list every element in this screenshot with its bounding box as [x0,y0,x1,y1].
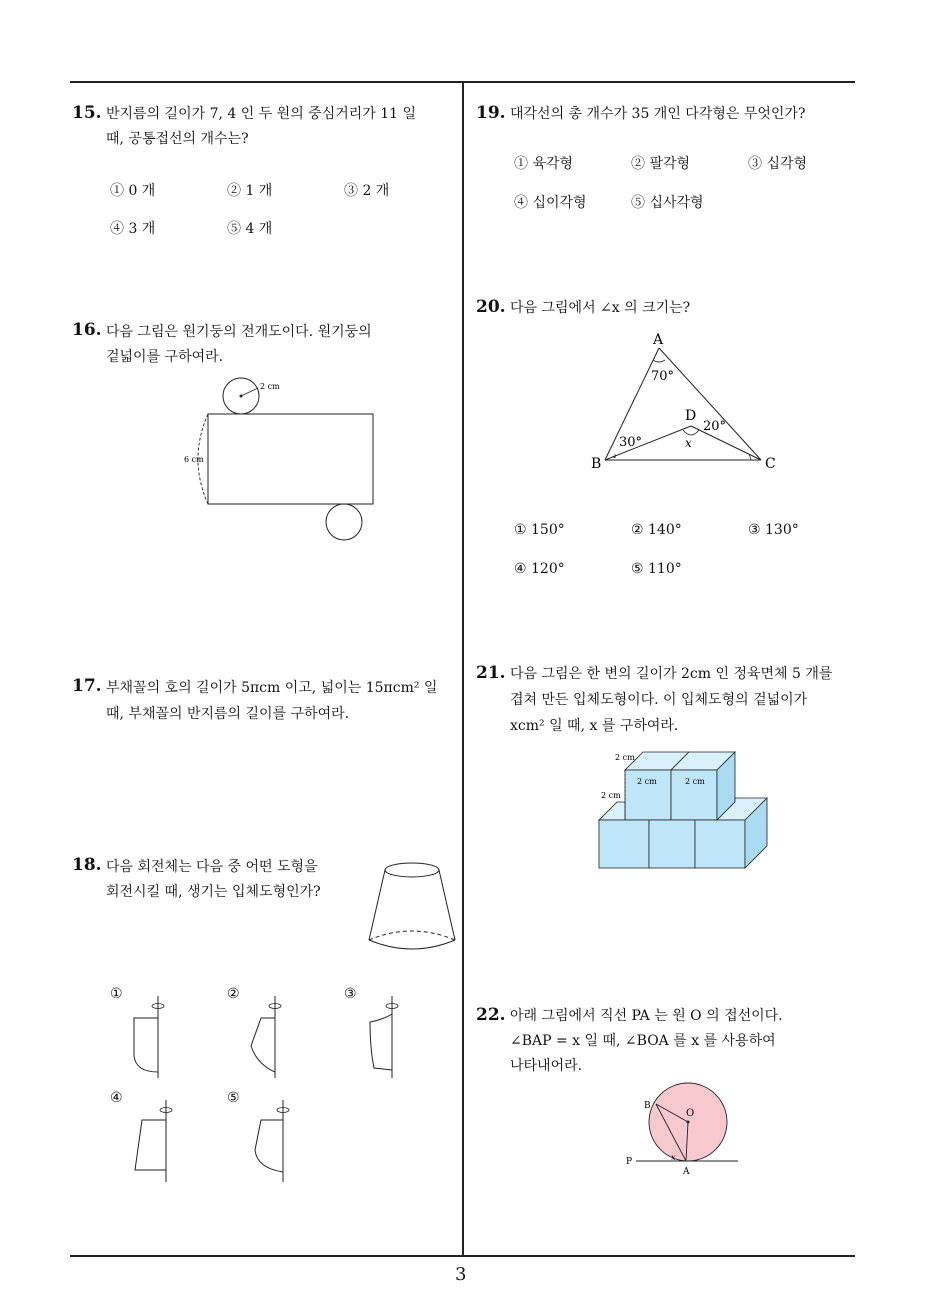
radius-line [241,388,258,396]
center-dot-O [687,1121,690,1124]
q19-text-line1: 대각선의 총 개수가 35 개인 다각형은 무엇인가? [510,106,806,122]
q18-option-5-shape [245,1100,295,1182]
angle-B-label: 30° [619,435,643,450]
top-cubes [625,752,735,820]
tangent-circle-figure [622,1082,742,1178]
q20-option-4[interactable]: ④ 120° [514,561,565,577]
q15-option-4[interactable]: ④ 3 개 [110,221,156,237]
q19-option-2[interactable]: ② 팔각형 [631,156,691,172]
q17-text-line1: 부채꼴의 호의 길이가 5πcm 이고, 넓이는 15πcm² 일 [106,680,438,696]
triangle-figure [585,328,785,476]
arc-A [653,360,665,362]
q16-number: 16. [72,320,102,340]
frustum-bottom-back [369,931,455,940]
q18-option-5[interactable]: ⑤ [227,1090,240,1106]
q18-option-3[interactable]: ③ [344,986,357,1002]
center-dot [240,395,243,398]
q15-number: 15. [72,103,102,123]
q20-option-3[interactable]: ③ 130° [748,522,799,538]
q21-number: 21. [476,663,506,683]
column-divider [462,82,464,1256]
page-number: 3 [455,1264,467,1285]
q18-number: 18. [72,855,102,875]
angle-A-label: 70° [651,369,675,384]
q16-text-line2: 겉넓이를 구하여라. [106,349,224,365]
frustum-bottom-front [369,940,455,949]
q20-option-5[interactable]: ⑤ 110° [631,561,682,577]
q17-number: 17. [72,676,102,696]
height-label: 6 cm [184,455,204,464]
q20-text-line1: 다음 그림에서 ∠x 의 크기는? [510,300,691,316]
cylinder-net-figure [180,372,390,544]
q18-option-4-shape [128,1100,178,1182]
q18-option-2[interactable]: ② [227,986,240,1002]
cube-stack-figure [595,748,770,870]
q22-text-line1: 아래 그림에서 직선 PA 는 원 O 의 접선이다. [510,1008,783,1024]
radius-label: 2 cm [260,382,280,391]
q18-option-2-shape [245,996,285,1078]
bottom-rule [70,1255,855,1257]
q15-option-1[interactable]: ① 0 개 [110,183,156,199]
q19-number: 19. [476,103,506,123]
q20-option-2[interactable]: ② 140° [631,522,682,538]
q22-text-line3: 나타내어라. [510,1058,583,1074]
q15-text-line1: 반지름의 길이가 7, 4 인 두 원의 중심거리가 11 일 [106,106,417,122]
q22-number: 22. [476,1005,506,1025]
label-B: B [644,1101,651,1111]
q17-text-line2: 때, 부채꼴의 반지름의 길이를 구하여라. [106,706,350,722]
label-B: B [591,456,602,472]
q21-text-line1: 다음 그림은 한 변의 길이가 2cm 인 정육면체 5 개를 [510,666,833,682]
q15-option-2[interactable]: ② 1 개 [227,183,273,199]
label-x: x [671,1153,676,1162]
q18-text-line1: 다음 회전체는 다음 중 어떤 도형을 [106,859,318,875]
arc-D [683,430,699,435]
q15-option-5[interactable]: ⑤ 4 개 [227,221,273,237]
q21-text-line2: 겹쳐 만든 입체도형이다. 이 입체도형의 겉넓이가 [510,692,808,708]
label-C: C [765,456,776,472]
q20-option-1[interactable]: ① 150° [514,522,565,538]
q19-option-4[interactable]: ④ 십이각형 [514,195,587,211]
q15-text-line2: 때, 공통접선의 개수는? [106,131,249,147]
bottom-circle [326,504,362,540]
dim-label-2: 2 cm [637,777,657,786]
angle-x-label: x [685,436,692,450]
label-A: A [653,332,664,348]
q18-text-line2: 회전시킬 때, 생기는 입체도형인가? [106,884,321,900]
q22-text-line2: ∠BAP = x 일 때, ∠BOA 를 x 를 사용하여 [510,1033,776,1049]
label-O: O [686,1108,695,1119]
label-A: A [683,1167,690,1177]
side-rectangle [208,414,373,504]
dim-label-4: 2 cm [601,791,621,800]
q21-text-line3: xcm² 일 때, x 를 구하여라. [510,718,679,734]
q18-option-3-shape [362,996,402,1078]
frustum-left-edge [369,870,385,940]
segment-BD [605,426,691,460]
frustum-top [385,863,439,877]
q19-option-1[interactable]: ① 육각형 [514,156,574,172]
frustum-figure [362,858,462,953]
label-P: P [626,1157,633,1167]
dim-label-1: 2 cm [615,753,635,762]
q20-number: 20. [476,297,506,317]
dim-label-3: 2 cm [685,777,705,786]
q18-option-1-shape [128,996,168,1078]
side-AC [659,348,761,460]
frustum-right-edge [439,870,455,940]
angle-C-label: 20° [703,419,727,434]
q15-option-3[interactable]: ③ 2 개 [344,183,390,199]
q19-option-3[interactable]: ③ 십각형 [748,156,808,172]
q16-text-line1: 다음 그림은 원기둥의 전개도이다. 원기둥의 [106,324,372,340]
q19-option-5[interactable]: ⑤ 십사각형 [631,195,704,211]
q18-option-1[interactable]: ① [110,986,123,1002]
q18-option-4[interactable]: ④ [110,1090,123,1106]
label-D: D [685,408,697,424]
